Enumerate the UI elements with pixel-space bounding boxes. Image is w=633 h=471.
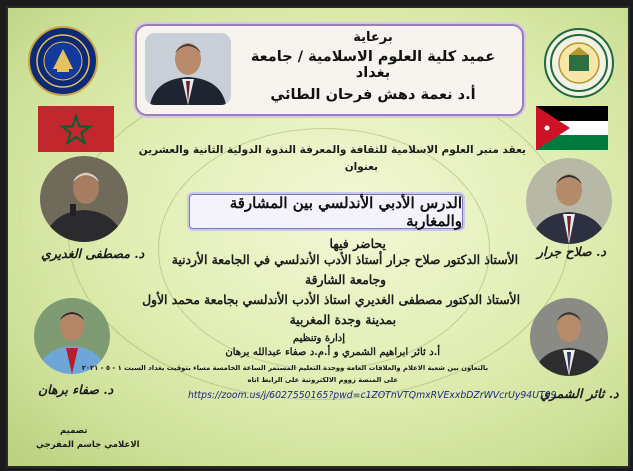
intro-line: يعقد منبر العلوم الاسلامية للثقافة والمعرفة الندوة الدولية الثانية والعشرين <box>138 144 526 156</box>
lecture-line-4: بمدينة وجدة المغربية <box>289 312 396 327</box>
speaker-photo-mustafa <box>40 156 128 242</box>
caption-thaer: د. ثائر الشمري <box>540 386 619 401</box>
organize-names: أ.د ثائر ابراهيم الشمري و أ.م.د صفاء عبدالله برهان <box>225 347 440 358</box>
lecture-heading: يحاضر فيها <box>329 236 386 251</box>
organize-detail-1: بالتعاون بين شعبة الاعلام والعلاقات العامة ووحدة التعليم المستمر الساعة الخامسة مساء بتوقيت بغداد السبت ١ - ٥ - ٢٠٢١ <box>81 364 488 372</box>
poster <box>6 6 630 468</box>
caption-safaa: د. صفاء برهان <box>38 382 114 397</box>
header-line-patronage: برعاية <box>353 30 393 45</box>
lecture-line-3: الأستاذ الدكتور مصطفى الغديري استاذ الأدب الأندلسي بجامعة محمد الأول <box>142 292 520 307</box>
dean-photo <box>145 33 231 105</box>
lecture-line-2: وجامعة الشارقة <box>305 272 386 287</box>
credit-label: تصميم <box>60 426 88 436</box>
header-line-dean-name: أ.د نعمة دهش فرحان الطائي <box>270 87 476 103</box>
lecture-line-1: الأستاذ الدكتور صلاح جرار أستاذ الأدب الأندلسي في الجامعة الأردنية <box>171 252 518 267</box>
organize-detail-2: على المنصة زووم الالكترونية على الرابط اتاه <box>247 376 398 384</box>
caption-mustafa: د. مصطفى الغديري <box>41 246 145 261</box>
intro-titled: بعنوان <box>344 161 378 173</box>
university-seal-logo <box>544 28 614 98</box>
university-of-baghdad-logo <box>28 26 98 96</box>
jordan-flag <box>536 106 608 150</box>
seminar-title-box <box>189 194 463 229</box>
credit-name: الاعلامي جاسم المفرجي <box>36 440 140 450</box>
speaker-photo-thaer <box>530 298 608 376</box>
caption-salah: د. صلاح جرار <box>537 244 606 259</box>
speaker-photo-salah <box>526 158 612 244</box>
header-line-dean-title: عميد كلية العلوم الاسلامية / جامعة بغداد <box>250 49 496 81</box>
seminar-title: الدرس الأدبي الأندلسي بين المشارقة والمغاربة <box>229 193 462 230</box>
zoom-link[interactable]: https://zoom.us/j/6027550165?pwd=c1ZOTnVTQmxRVExxbDZrWVcrUy94UT09 <box>188 390 557 401</box>
patron-header-box <box>135 24 524 116</box>
organize-heading: إدارة وتنظيم <box>292 333 345 344</box>
speaker-photo-safaa <box>34 298 110 374</box>
morocco-flag <box>38 106 114 152</box>
